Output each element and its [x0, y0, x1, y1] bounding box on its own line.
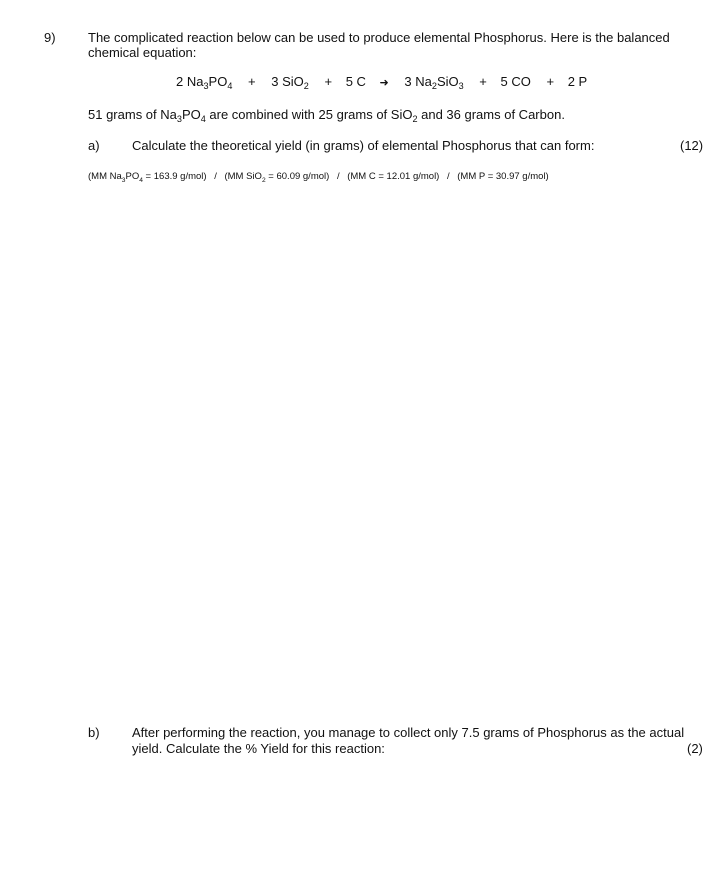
given-quantities: 51 grams of $Na_3PO_4$ are combined with 25 grams of SiO$_2$ and 36 grams of Carbon. — [88, 107, 565, 124]
plus-sign: + — [479, 74, 487, 89]
part-a-prompt: Calculate the theoretical yield (in grams) of elemental Phosphorus that can form: — [132, 138, 595, 153]
intro-line-2: chemical equation: — [88, 45, 197, 60]
plus-sign: + — [248, 74, 256, 89]
reactant-2: 3 SiO$_2$ — [271, 74, 309, 91]
chemical-equation — [176, 74, 587, 91]
reactant-3: 5 C — [345, 74, 366, 89]
reaction-arrow-icon: ➜ — [379, 77, 389, 89]
molar-masses: (MM $Na_3PO_4 = 163.9$ g/mol) / (MM SiO$_2$ = 60.09 g/mol) / (MM C = 12.01 g/mol) / (MM P = 30.97 g/mol) — [88, 171, 549, 184]
intro-line-1: The complicated reaction below can be used to produce elemental Phosphorus. Here is the balanced — [88, 30, 670, 45]
part-b-label: b) — [88, 725, 100, 740]
part-b-answer-space[interactable] — [88, 765, 708, 865]
reactant-1: 2 $Na_3PO_4$ — [176, 74, 233, 91]
part-a-label: a) — [88, 138, 100, 153]
part-a-answer-space[interactable] — [88, 200, 708, 710]
product-2: 5 CO — [500, 74, 531, 89]
plus-sign: + — [546, 74, 555, 89]
part-b-points: (2) — [687, 741, 703, 756]
product-3: 2 P — [567, 74, 588, 89]
plus-sign: + — [324, 74, 333, 89]
product-1: 3 $Na_2SiO_3$ — [404, 74, 464, 91]
part-b-line-1: After performing the reaction, you manage to collect only 7.5 grams of Phosphorus as the actual — [132, 725, 685, 740]
question-number: 9) — [44, 30, 56, 45]
part-a-points: (12) — [680, 138, 704, 153]
part-b-line-2: yield. Calculate the % Yield for this reaction: — [132, 741, 385, 756]
